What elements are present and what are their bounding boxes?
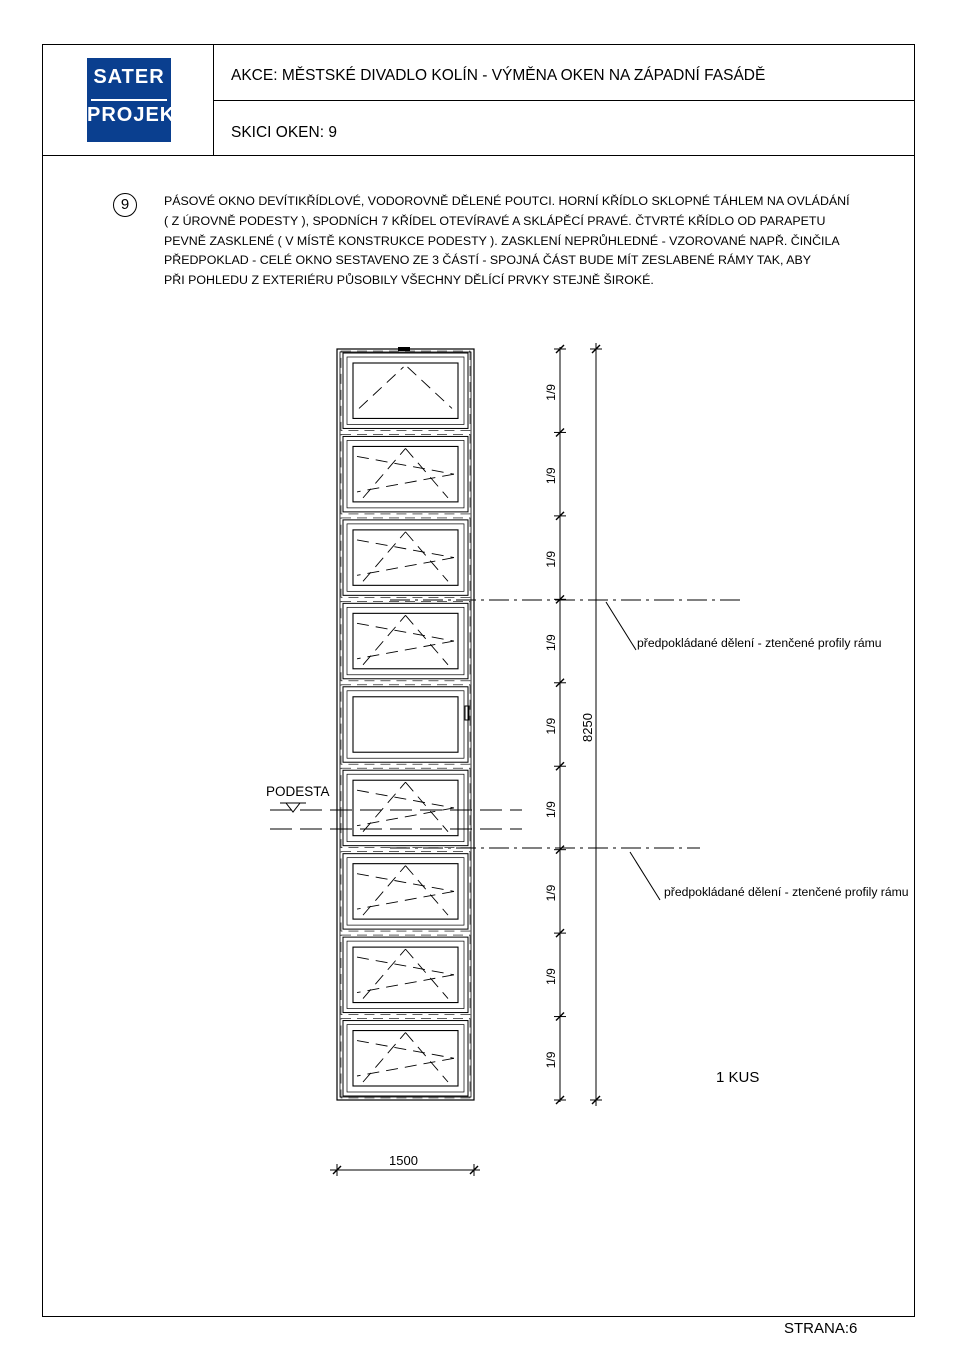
sash-outline-inner [347,858,464,925]
opening-symbol-line [357,891,454,909]
sash-fraction-label: 1/9 [544,1051,558,1069]
sketch-title: SKICI OKEN: 9 [231,124,337,141]
logo-text-projekt: PROJEKT [87,104,189,126]
annotation-group [266,600,909,1168]
opening-symbol-line [406,782,449,831]
glass-pane [353,363,458,418]
sash-fraction-label: 1/9 [544,467,558,485]
opening-symbol-line [406,615,449,664]
opening-symbol-line [406,1033,449,1082]
opening-symbol-line [406,448,449,497]
total-height-label: 8250 [580,713,595,742]
glass-pane [353,697,458,752]
division-note-leader [606,602,636,650]
sash-fraction-label: 1/9 [544,968,558,985]
glass-pane [353,1031,458,1086]
description-line: PŘEDPOKLAD - CELÉ OKNO SESTAVENO ZE 3 ČÁSTÍ - SPOJNÁ ČÁST BUDE MÍT ZESLABENÉ RÁMY TAK, ABY [164,253,812,268]
width-dimension-label: 1500 [389,1153,418,1168]
division-note-leader [630,852,660,900]
sash-outline [343,353,468,428]
division-note-lower: předpokládané dělení - ztenčené profily rámu [664,885,909,899]
sash-outline [343,1021,468,1096]
opening-symbol-line [406,949,449,998]
opening-symbol-line [357,540,454,558]
sash-fraction-label: 1/9 [544,884,558,902]
opening-symbol-line [357,1041,454,1059]
sash-outline [343,937,468,1012]
sash-outline-inner [347,440,464,507]
dimension-group [330,343,602,1176]
sash-outline [343,520,468,595]
sash-outline [343,687,468,762]
sash-outline-inner [347,941,464,1008]
opening-symbol-line [357,456,454,474]
page-number: STRANA:6 [784,1320,858,1337]
window-frame-group [270,347,522,1100]
sash-outline [343,854,468,929]
opening-symbol-line [357,558,454,576]
opening-symbol-line [357,957,454,975]
opening-symbol-line [363,782,406,831]
opening-symbol-line [357,1058,454,1076]
logo-text-sater: SATER [93,66,165,88]
landing-level-symbol [286,803,300,812]
sash-fraction-label: 1/9 [544,384,558,401]
sash-outline [343,770,468,845]
opening-symbol-line [363,532,406,581]
description-line: PÁSOVÉ OKNO DEVÍTIKŘÍDLOVÉ, VODOROVNĚ DĚLENÉ POUTCI. HORNÍ KŘÍDLO SKLOPNÉ TÁHLEM NA OVLÁDÁNÍ [164,194,850,208]
description-line: PEVNĚ ZASKLENÉ ( V MÍSTĚ KONSTRUKCE PODESTY ). ZASKLENÍ NEPRŮHLEDNÉ - VZOROVANÉ NAPŘ. ČINČILA [164,233,840,248]
opening-symbol-line [359,367,404,408]
landing-label: PODESTA [266,784,330,799]
sash-fraction-label: 1/9 [544,550,558,568]
sash-fraction-label: 1/9 [544,801,558,818]
opening-symbol-line [357,975,454,993]
sash-fraction-label: 1/9 [544,717,558,735]
glass-pane [353,780,458,835]
sash-outline-inner [347,774,464,841]
sash-fraction-label: 1/9 [544,634,558,652]
opening-symbol-line [357,808,454,826]
opening-symbol-line [357,790,454,808]
division-note-upper: předpokládané dělení - ztenčené profily rámu [637,636,882,650]
sash-outline-inner [347,691,464,758]
quantity-label: 1 KUS [716,1069,760,1086]
glass-pane [353,530,458,585]
outer-frame [337,349,474,1100]
sash-outline [343,603,468,678]
sash-outline-inner [347,607,464,674]
outer-frame-inner [340,352,471,1097]
glass-pane [353,446,458,501]
top-hinge-mark [398,347,410,351]
opening-symbol-line [363,448,406,497]
opening-symbol-line [363,615,406,664]
description-line: ( Z ÚROVNĚ PODESTY ), SPODNÍCH 7 KŘÍDEL OTEVÍRAVÉ A SKLÁPĚCÍ PRAVÉ. ČTVRTÉ KŘÍDLO OD PARAPETU [164,213,826,228]
glass-pane [353,947,458,1002]
sash-outline-inner [347,524,464,591]
glass-pane [353,613,458,668]
window-number-badge: 9 [113,193,137,217]
description-line: PŘI POHLEDU Z EXTERIÉRU PŮSOBILY VŠECHNY DĚLÍCÍ PRVKY STEJNĚ ŠIROKÉ. [164,273,654,288]
opening-symbol-line [357,874,454,892]
sash-outline-inner [347,1025,464,1092]
opening-symbol-line [408,367,453,408]
opening-symbol-line [363,1033,406,1082]
opening-symbol-line [363,866,406,915]
glass-pane [353,864,458,919]
opening-symbol-line [406,532,449,581]
opening-symbol-line [363,949,406,998]
project-title: AKCE: MĚSTSKÉ DIVADLO KOLÍN - VÝMĚNA OKEN NA ZÁPADNÍ FASÁDĚ [231,67,766,84]
opening-symbol-line [357,474,454,492]
opening-symbol-line [406,866,449,915]
sash-outline-inner [347,357,464,424]
sash-outline [343,436,468,511]
opening-symbol-line [357,641,454,659]
opening-symbol-line [357,623,454,641]
